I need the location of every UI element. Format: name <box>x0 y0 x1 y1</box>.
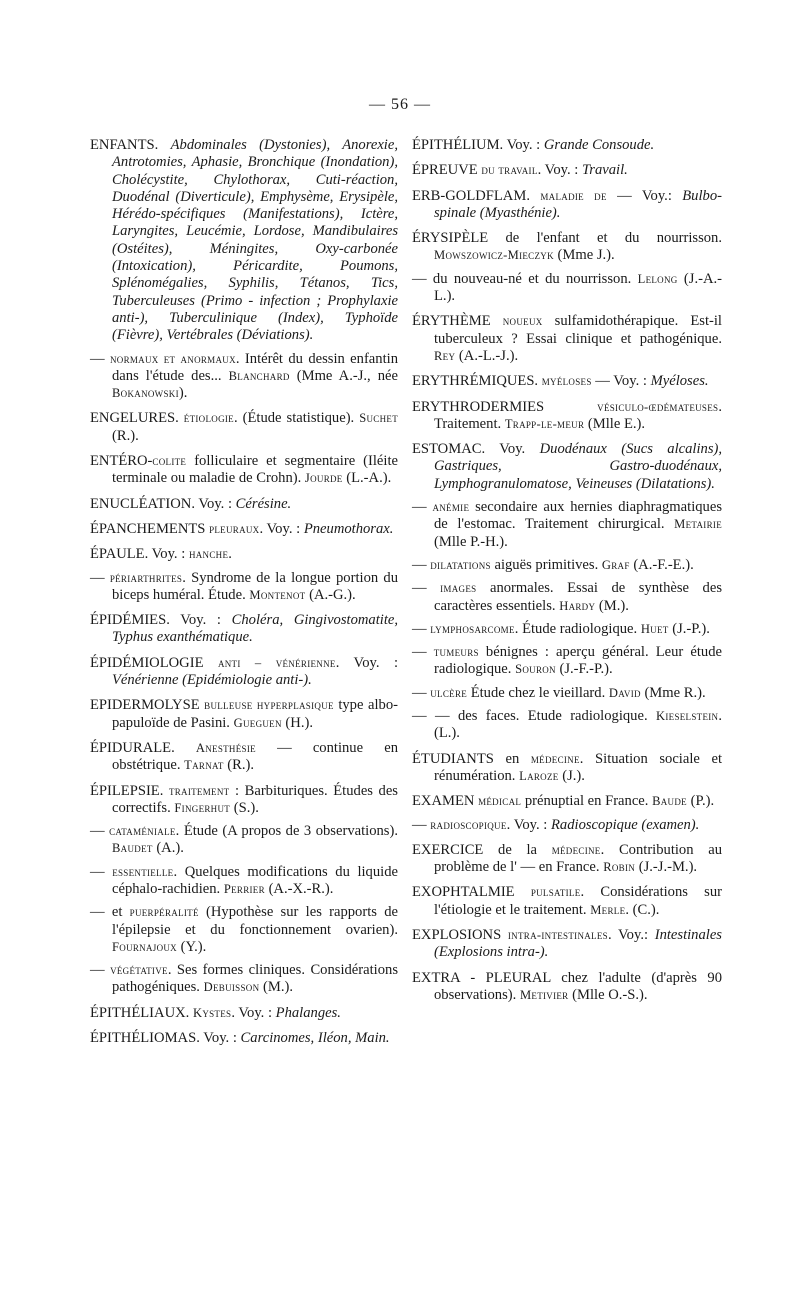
index-entry <box>90 496 398 513</box>
entry-text: (L.-A.). <box>342 470 392 487</box>
entry-text: . Quelques modifications du liquide céphalo-rachidien. <box>112 863 398 897</box>
entry-smallcaps: Hardy <box>559 598 596 613</box>
entry-crossref: Grande Consoude. <box>543 137 655 153</box>
entry-smallcaps: Mowszowicz-Mieczyk <box>434 248 554 263</box>
index-entry <box>90 655 398 690</box>
entry-text: ÉPIDÉMIOLOGIE <box>90 654 218 671</box>
entry-crossref: Choléra, Gingivostomatite, Typhus exanthématique. <box>112 612 398 646</box>
index-entry <box>412 271 722 306</box>
entry-text: ÉPILEPSIE. <box>90 782 169 799</box>
entry-text: (H.). <box>281 714 313 731</box>
index-column-left <box>90 137 398 1055</box>
entry-text: (A.-X.-R.). <box>264 880 334 897</box>
entry-smallcaps: périarthrites <box>109 570 183 585</box>
entry-crossref: Intestinales (Explosions intra-). <box>434 926 722 961</box>
entry-smallcaps: Anesthésie <box>195 740 256 755</box>
entry-smallcaps: intra-intestinales <box>507 927 608 942</box>
entry-crossref: Carcinomes, Iléon, Main. <box>240 1030 390 1047</box>
entry-text: — Voy. : <box>591 373 651 390</box>
entry-text: ENTÉRO- <box>90 453 153 470</box>
entry-text: (Mme R.). <box>640 684 706 701</box>
index-entry <box>90 410 398 445</box>
entry-smallcaps: Graf <box>601 557 630 572</box>
index-entry <box>90 453 398 488</box>
entry-text: ÉRYTHÈME <box>412 313 503 330</box>
entry-text: (Mme A.-J., née <box>289 367 398 384</box>
entry-text: ESTOMAC. Voy. <box>412 441 540 458</box>
entry-text: (P.). <box>686 793 715 810</box>
entry-text: : Barbituriques. Études des correctifs. <box>112 782 398 816</box>
entry-text: . Contribution au problème de l' — en France. <box>434 841 722 876</box>
entry-smallcaps: Fournajoux <box>112 939 177 954</box>
entry-smallcaps: Kystes <box>192 1005 232 1020</box>
entry-text: (R.). <box>223 757 255 774</box>
entry-text: (M.). <box>595 597 629 614</box>
entry-smallcaps: bulleuse hyperplasique <box>204 698 334 713</box>
entry-text: ERYTHRODERMIES <box>412 398 598 415</box>
entry-text: ENGELURES. <box>90 410 184 427</box>
entry-text: (J.-P.). <box>668 620 710 637</box>
entry-smallcaps: normaux et anormaux <box>109 351 236 366</box>
entry-smallcaps: Gueguen <box>233 715 282 730</box>
entry-text: . Syndrome de la longue portion du biceps huméral. Étude. <box>112 569 398 603</box>
entry-smallcaps: lymphosarcome <box>430 621 515 636</box>
index-entry <box>90 351 398 403</box>
entry-text: (A.-L.-J.). <box>455 347 519 364</box>
entry-text: . Étude (A propos de 3 observations). <box>175 823 398 840</box>
entry-text: (J.-F.-P.). <box>555 661 613 678</box>
entry-text: (Hypothèse sur les rapports de l'épilepsie et du fonctionnement ovarien). <box>112 904 398 938</box>
entry-smallcaps: médecine <box>551 842 601 857</box>
index-entry <box>412 621 722 638</box>
entry-text: . Considérations sur l'étiologie et le traitement. <box>434 884 723 918</box>
entry-smallcaps: Lelong <box>637 271 678 286</box>
entry-smallcaps: tumeurs <box>433 645 479 660</box>
entry-smallcaps: David <box>608 685 641 700</box>
entry-text: EXTRA - PLEURAL chez l'adulte (d'après 90 observations). <box>412 969 722 1003</box>
index-entry <box>412 884 722 919</box>
entry-text: . Traitement. <box>434 398 722 432</box>
entry-crossref: Myéloses. <box>650 373 709 390</box>
entry-crossref: Radioscopique (examen). <box>551 816 700 833</box>
index-entry <box>90 783 398 818</box>
entry-text: . Voy. : <box>259 520 304 537</box>
entry-text: . (Étude statistique). <box>233 410 360 427</box>
entry-smallcaps: médical <box>478 794 522 809</box>
entry-smallcaps: Baude <box>652 794 687 809</box>
entry-text: EXERCICE de la <box>412 841 552 858</box>
entry-smallcaps: Tarnat <box>184 758 224 773</box>
index-entry <box>412 580 722 615</box>
entry-smallcaps: Souron <box>515 662 556 677</box>
entry-text: — <box>412 684 431 701</box>
entry-text: — <box>412 816 431 833</box>
entry-text: ÉPREUVE <box>412 162 482 179</box>
entry-text: ÉPITHÉLIUM. Voy. : <box>412 137 544 153</box>
entry-text: ÉPANCHEMENTS <box>90 520 210 537</box>
index-entry <box>90 904 398 956</box>
entry-text: . (C.). <box>625 901 660 918</box>
index-entry <box>412 441 722 493</box>
entry-text: ENUCLÉATION. Voy. : <box>90 495 236 512</box>
entry-crossref: Abdominales (Dystonies), Anorexie, Antrotomies, Aphasie, Bronchique (Inondation), Cholécystite, Chylothorax, Cuti-réaction, Duodénal (Diverticule), Emphysème, Erysipèle, Hérédo-spécifiques (Manifestations), Ictère, Laryngites, Leucémie, Lordose, Mandibulaires (Ostéites), Méningites, Oxy-carbonée (Intoxication), Péricardite, Poumons, Splénomégalies, Syphilis, Tétanos, Tics, Tuberculeuses (Primo - infection ; Prophylaxie anti-), Tuberculinique (Index), Typhoïde (Fièvre), Vertébrales (Déviations). <box>112 137 398 344</box>
entry-smallcaps: Blanchard <box>228 368 290 383</box>
entry-smallcaps: Metivier <box>519 987 569 1002</box>
page-number: — 56 — <box>369 96 431 113</box>
index-entry <box>412 970 722 1005</box>
index-entry <box>90 137 398 345</box>
entry-smallcaps: myéloses <box>541 374 592 389</box>
index-entry <box>412 708 722 743</box>
entry-smallcaps: Montenot <box>249 587 306 602</box>
index-entry <box>90 570 398 605</box>
entry-smallcaps: Robin <box>603 860 636 875</box>
entry-smallcaps: Bokanowski <box>112 386 179 401</box>
entry-text: — <box>90 962 111 979</box>
entry-crossref: Phalanges. <box>275 1004 341 1021</box>
entry-text: prénuptial en France. <box>521 793 653 810</box>
entry-text: (R.). <box>112 427 139 444</box>
entry-smallcaps: étiologie <box>183 411 234 426</box>
index-entry <box>412 188 722 223</box>
index-entry <box>90 521 398 538</box>
entry-text: ÉPIDÉMIES. Voy. : <box>90 612 232 629</box>
entry-text: — <box>90 863 113 880</box>
index-column-right <box>412 137 722 1012</box>
entry-smallcaps: pleuraux <box>209 521 260 536</box>
entry-text: ERB-GOLDFLAM. <box>412 187 541 204</box>
index-entry <box>90 823 398 858</box>
entry-text: (A.-F.-E.). <box>629 556 694 573</box>
entry-text: — Voy.: <box>606 187 683 204</box>
index-entry <box>412 373 722 390</box>
index-entry <box>412 842 722 877</box>
entry-text: EXOPHTALMIE <box>412 884 531 901</box>
entry-text: — <box>90 350 110 367</box>
entry-text: (Mlle E.). <box>584 415 646 432</box>
index-entry <box>412 557 722 574</box>
entry-smallcaps: Merle <box>590 902 626 917</box>
entry-smallcaps: Kieselstein <box>655 709 719 724</box>
entry-smallcaps: puerpéralité <box>129 905 199 920</box>
entry-text: anormales. Essai de synthèse des caractères essentiels. <box>434 580 722 614</box>
entry-crossref: Pneumothorax. <box>303 520 394 537</box>
entry-smallcaps: Rey <box>434 348 456 363</box>
entry-smallcaps: colite <box>152 454 187 469</box>
entry-smallcaps: images <box>440 581 477 596</box>
entry-text: — et <box>90 904 130 921</box>
entry-text: . Voy. : <box>335 654 399 671</box>
index-entry <box>90 612 398 647</box>
entry-smallcaps: Metairie <box>674 517 722 532</box>
entry-smallcaps: essentielle <box>112 864 174 879</box>
entry-smallcaps: dilatations <box>430 557 491 572</box>
entry-text: (J.-J.-M.). <box>635 859 698 876</box>
entry-smallcaps: noueux <box>502 314 543 329</box>
entry-smallcaps: Debuisson <box>203 980 260 995</box>
index-entry <box>90 1005 398 1022</box>
entry-smallcaps: maladie de <box>540 188 607 203</box>
entry-text: . Voy.: <box>607 926 655 943</box>
entry-crossref: Cérésine. <box>235 495 292 512</box>
entry-smallcaps: vésiculo-œdémateuses <box>597 399 719 414</box>
entry-crossref: Duodénaux (Sucs alcalins), Gastriques, Gastro-duodénaux, Lymphogranulomatose, Veineuses (Dilatations). <box>434 441 723 492</box>
index-entry <box>412 230 722 265</box>
index-entry <box>90 864 398 899</box>
entry-text: secondaire aux hernies diaphragmatiques de l'estomac. Traitement chirurgical. <box>434 499 722 533</box>
index-entry <box>90 962 398 997</box>
index-entry <box>412 137 722 154</box>
entry-smallcaps: Trapp-le-meur <box>504 416 585 431</box>
entry-crossref: Vénérienne (Epidémiologie anti-). <box>112 672 312 689</box>
entry-smallcaps: Perrier <box>223 881 265 896</box>
entry-text: aiguës primitives. <box>490 556 602 573</box>
entry-text: (S.). <box>230 799 259 816</box>
entry-text: ÉTUDIANTS en <box>412 750 531 767</box>
entry-text: EPIDERMOLYSE <box>90 697 205 714</box>
entry-smallcaps: pulsatile <box>530 885 581 900</box>
entry-smallcaps: Fingerhut <box>174 800 231 815</box>
entry-text: — <box>90 569 110 586</box>
entry-text: (Mlle P.-H.). <box>434 533 508 550</box>
entry-text: — <box>412 580 441 597</box>
entry-text: . Intérêt du dessin enfantin dans l'étude des... <box>112 350 398 384</box>
entry-smallcaps: Huet <box>640 621 669 636</box>
entry-text: — <box>412 556 431 573</box>
entry-text: ERYTHRÉMIQUES. <box>412 373 542 390</box>
index-entry <box>412 313 722 365</box>
entry-text: — <box>412 644 434 661</box>
entry-text: ENFANTS. <box>90 137 171 153</box>
entry-smallcaps: anti – vénérienne <box>217 655 336 670</box>
entry-smallcaps: traitement <box>168 783 230 798</box>
entry-text: (Mlle O.-S.). <box>568 986 648 1003</box>
index-entry <box>412 685 722 702</box>
entry-text: (A.-G.). <box>305 586 356 603</box>
index-entry <box>90 697 398 732</box>
entry-text: — <box>90 823 110 840</box>
entry-text: — <box>412 620 431 637</box>
index-entry <box>412 162 722 179</box>
entry-text: (A.). <box>152 840 184 857</box>
entry-smallcaps: radioscopique <box>430 817 507 832</box>
entry-text: . Voy. : <box>537 162 582 179</box>
entry-text: (J.-A.-L.). <box>434 270 722 305</box>
entry-smallcaps: anémie <box>432 500 470 515</box>
entry-text: (M.). <box>259 979 294 996</box>
entry-text: — — des faces. Etude radiologique. <box>412 708 656 725</box>
entry-text: . Voy. : <box>506 816 551 833</box>
index-entry <box>412 927 722 962</box>
index-entry <box>412 751 722 786</box>
entry-text: . (L.). <box>434 708 722 742</box>
entry-text: (Mme J.). <box>553 247 615 264</box>
entry-text: type albo-papuloïde de Pasini. <box>112 697 398 731</box>
entry-text: folliculaire et segmentaire (Iléite terminale ou maladie de Crohn). <box>112 453 398 487</box>
entry-text: EXPLOSIONS <box>412 926 508 943</box>
entry-text: bénignes : aperçu général. Leur étude radiologique. <box>434 644 722 678</box>
entry-text: — <box>412 499 433 516</box>
index-entry <box>90 1030 398 1047</box>
entry-smallcaps: du travail <box>481 163 538 178</box>
entry-smallcaps: cataméniale <box>109 824 176 839</box>
entry-smallcaps: Suchet <box>359 411 398 426</box>
entry-text: (Y.). <box>176 938 207 955</box>
index-entry <box>412 499 722 551</box>
entry-text: . Voy. : <box>231 1004 276 1021</box>
entry-text: ÉPIDURALE. <box>90 739 196 756</box>
entry-text: ÉRYSIPÈLE de l'enfant et du nourrisson. <box>412 230 722 247</box>
entry-text: sulfamidothérapique. Est-il tuberculeux ? Essai clinique et pathogénique. <box>434 313 722 347</box>
entry-text: — continue en obstétrique. <box>112 739 398 774</box>
entry-text: . Étude radiologique. <box>514 620 641 637</box>
entry-smallcaps: Baudet <box>112 841 153 856</box>
entry-text: (J.). <box>558 767 585 784</box>
index-entry <box>90 546 398 563</box>
index-entry <box>412 817 722 834</box>
entry-smallcaps: hanche <box>188 547 229 562</box>
entry-text: . <box>228 546 232 563</box>
entry-text: — du nouveau-né et du nourrisson. <box>412 270 638 287</box>
entry-text: ). <box>178 385 188 402</box>
entry-text: . Ses formes cliniques. Considérations pathogéniques. <box>112 962 398 996</box>
entry-text: ÉPITHÉLIAUX. <box>90 1004 193 1021</box>
index-entry <box>412 793 722 810</box>
entry-crossref: Bulbo-spinale (Myasthénie). <box>434 187 722 221</box>
entry-smallcaps: ulcère <box>430 685 468 700</box>
index-entry <box>412 399 722 434</box>
index-entry <box>412 644 722 679</box>
entry-smallcaps: Laroze <box>519 768 559 783</box>
entry-text: Étude chez le vieillard. <box>467 684 609 701</box>
entry-text: . Situation sociale et rénumération. <box>434 750 722 784</box>
entry-text: ÉPITHÉLIOMAS. Voy. : <box>90 1030 241 1047</box>
entry-smallcaps: végétative <box>110 963 168 978</box>
index-entry <box>90 740 398 775</box>
entry-text: ÉPAULE. Voy. : <box>90 546 189 563</box>
entry-text: EXAMEN <box>412 793 479 810</box>
entry-crossref: Travail. <box>581 162 628 179</box>
entry-smallcaps: Jourde <box>304 471 343 486</box>
entry-smallcaps: médecine <box>530 751 580 766</box>
